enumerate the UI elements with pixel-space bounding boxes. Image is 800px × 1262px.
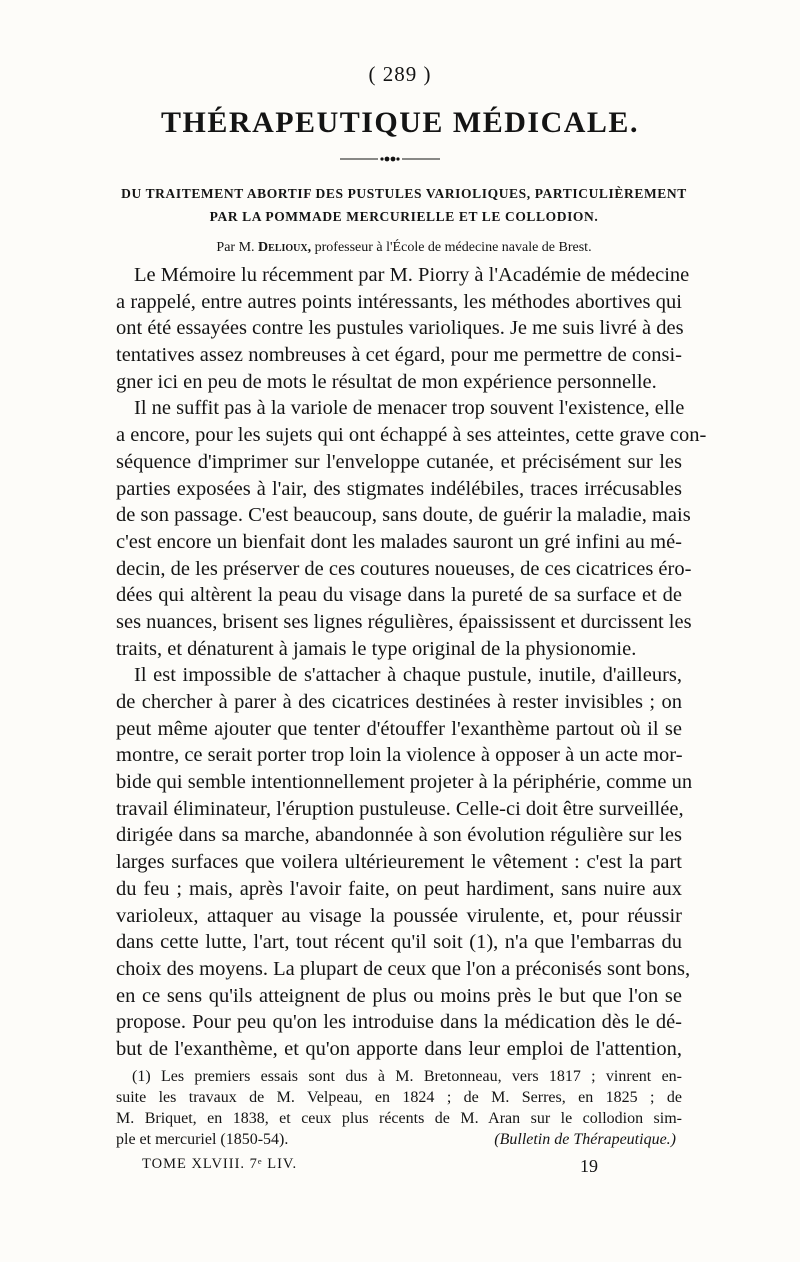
body-line: parties exposées à l'air, des stigmates indélébiles, traces irrécusables xyxy=(116,477,682,500)
sheet-number: 19 xyxy=(580,1156,598,1176)
section-title: THÉRAPEUTIQUE MÉDICALE. xyxy=(161,106,639,139)
ornament-divider xyxy=(340,155,440,163)
body-line: traits, et dénaturent à jamais le type original de la physionomie. xyxy=(116,637,637,660)
body-line: but de l'exanthème, et qu'on apporte dans leur emploi de l'attention, xyxy=(116,1037,682,1060)
page-number: ( 289 ) xyxy=(368,62,432,86)
body-line: dirigée dans sa marche, abandonnée à son évolution régulière sur les xyxy=(116,824,682,847)
body-line: Il ne suffit pas à la variole de menacer trop souvent l'existence, elle xyxy=(134,397,685,420)
body-line: de chercher à parer à des cicatrices destinées à rester invisibles ; on xyxy=(116,691,682,713)
body-line: ont été essayées contre les pustules varioliques. Je me suis livré à des xyxy=(116,317,684,340)
footnote-line xyxy=(116,1129,682,1150)
body-line: peut même ajouter que tenter d'étouffer l'exanthème partout où il se xyxy=(116,717,682,740)
byline-prefix: Par M. xyxy=(216,240,255,255)
body-line: de son passage. C'est beaucoup, sans doute, de guérir la maladie, mais xyxy=(116,504,691,527)
body-line: montre, ce serait porter trop loin la violence à opposer à un acte mor- xyxy=(116,744,683,767)
volume-signature: TOME XLVIII. 7ᵉ LIV. xyxy=(142,1156,298,1172)
body-line: larges surfaces que voilera ultérieurement le vêtement : c'est la part xyxy=(116,851,682,874)
body-line: a rappelé, entre autres points intéressants, les méthodes abortives qui xyxy=(116,290,682,313)
body-line: Il est impossible de s'attacher à chaque pustule, inutile, d'ailleurs, xyxy=(134,664,682,687)
article-title-line: PAR LA POMMADE MERCURIELLE ET LE COLLODION. xyxy=(209,209,599,224)
body-text xyxy=(116,262,707,1063)
body-line: dans cette lutte, l'art, tout récent qu'il soit (1), n'a que l'embarras du xyxy=(116,931,682,954)
body-line: Le Mémoire lu récemment par M. Piorry à l'Académie de médecine xyxy=(134,264,690,286)
signature-line xyxy=(142,1156,598,1176)
body-line: du feu ; mais, après l'avoir faite, on peut hardiment, sans nuire aux xyxy=(116,877,682,900)
body-line: bide qui semble intentionnellement projeter à la périphérie, comme un xyxy=(116,771,693,794)
footnote xyxy=(116,1066,682,1150)
footnote-line-text: ple et mercuriel (1850-54). xyxy=(116,1131,289,1148)
footnote-source: (Bulletin de Thérapeutique.) xyxy=(494,1131,676,1148)
footnote-line: M. Briquet, en 1838, et ceux plus récents de M. Aran sur le collodion sim- xyxy=(116,1110,682,1127)
body-line: c'est encore un bienfait dont les malades sauront un gré infini au mé- xyxy=(116,530,682,553)
body-line: ses nuances, brisent ses lignes régulières, épaississent et durcissent les xyxy=(116,610,692,633)
body-line: decin, de les préserver de ces coutures noueuses, de ces cicatrices éro- xyxy=(116,557,692,580)
footnote-line: (1) Les premiers essais sont dus à M. Bretonneau, vers 1817 ; vinrent en- xyxy=(132,1068,682,1085)
body-line: travail éliminateur, l'éruption pustuleuse. Celle-ci doit être surveillée, xyxy=(116,797,684,820)
body-line: séquence d'imprimer sur l'enveloppe cutanée, et précisément sur les xyxy=(116,450,682,473)
article-title-line: DU TRAITEMENT ABORTIF DES PUSTULES VARIOLIQUES, PARTICULIÈREMENT xyxy=(121,186,687,201)
body-line: a encore, pour les sujets qui ont échappé à ses atteintes, cette grave con- xyxy=(116,424,707,447)
body-line: propose. Pour peu qu'on les introduise dans la médication dès le dé- xyxy=(116,1011,682,1034)
footnote-line: suite les travaux de M. Velpeau, en 1824 ; de M. Serres, en 1825 ; de xyxy=(116,1089,682,1106)
body-line: gner ici en peu de mots le résultat de mon expérience personnelle. xyxy=(116,370,657,393)
byline-author: Delioux, xyxy=(258,240,312,255)
body-line: tentatives assez nombreuses à cet égard, pour me permettre de consi- xyxy=(116,344,682,367)
body-line: dées qui altèrent la peau du visage dans la pureté de sa surface et de xyxy=(116,584,682,607)
body-line: en ce sens qu'ils atteignent de plus ou moins près le but que l'on se xyxy=(116,984,682,1007)
byline xyxy=(118,240,690,256)
body-line: varioleux, attaquer au visage la poussée virulente, et, pour réussir xyxy=(116,904,682,927)
article-title xyxy=(118,182,690,228)
body-line: choix des moyens. La plupart de ceux que l'on a préconisés sont bons, xyxy=(116,957,691,980)
byline-affiliation: professeur à l'École de médecine navale de Brest. xyxy=(314,240,592,255)
